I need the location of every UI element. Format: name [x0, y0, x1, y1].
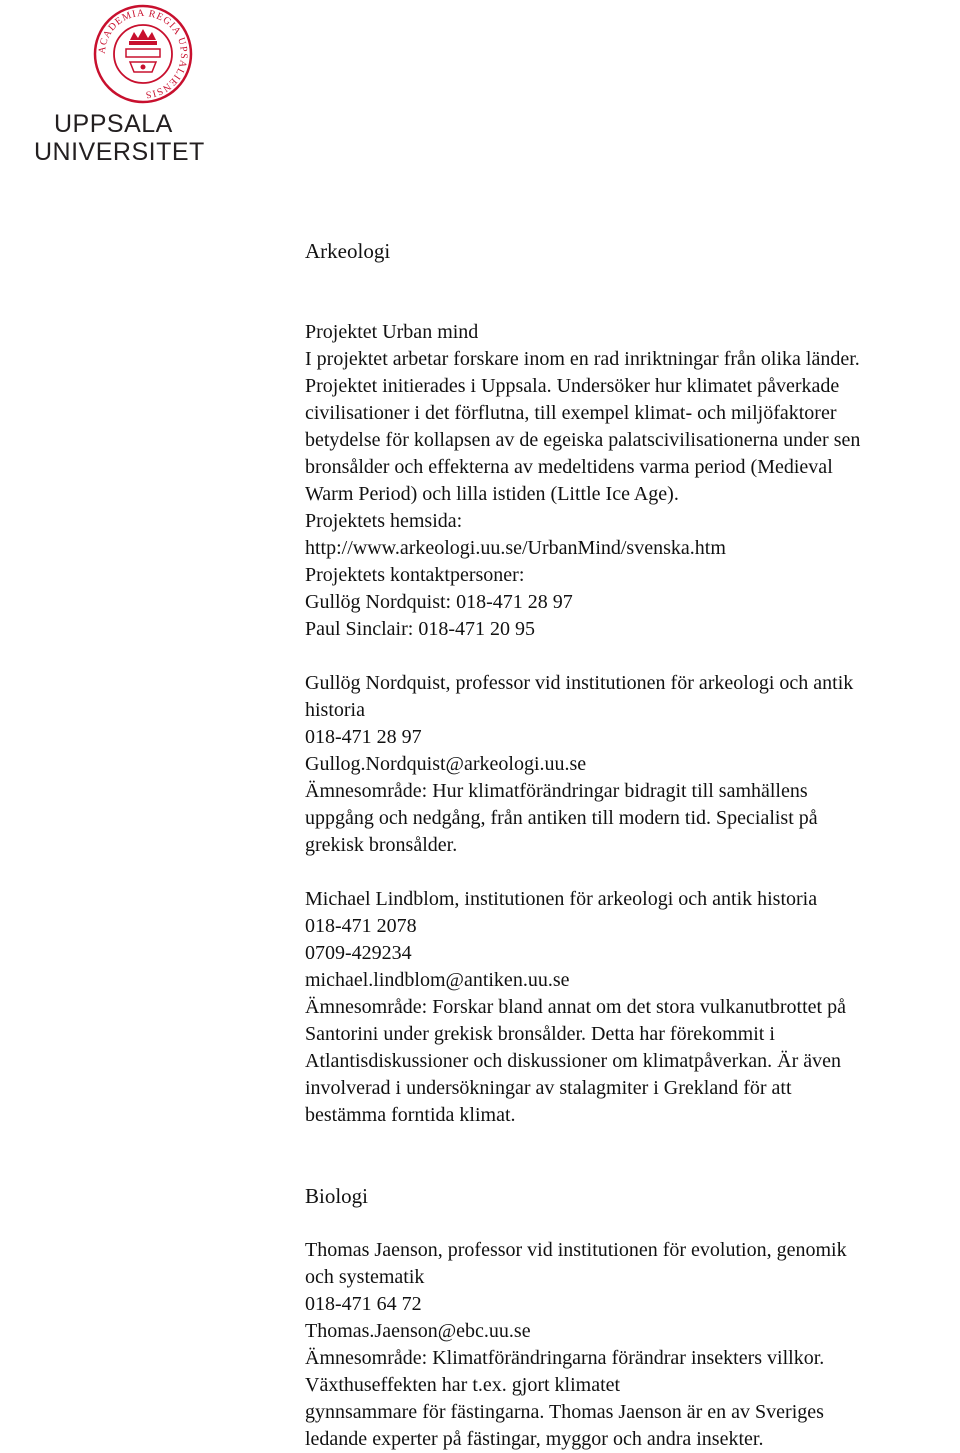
- person-line: uppgång och nedgång, från antiken till modern tid. Specialist på: [305, 807, 818, 829]
- spacer: [305, 265, 955, 292]
- project-line: Projektet initierades i Uppsala. Undersöker hur klimatet påverkade: [305, 375, 840, 397]
- project-line: betydelse för kollapsen av de egeiska palatscivilisationerna under sen: [305, 429, 861, 451]
- project-contact: Paul Sinclair: 018-471 20 95: [305, 618, 535, 640]
- person-line: Thomas Jaenson, professor vid institutionen för evolution, genomik: [305, 1239, 847, 1261]
- project-line: Warm Period) och lilla istiden (Little Ice Age).: [305, 483, 679, 505]
- person-email[interactable]: Gullog.Nordquist@arkeologi.uu.se: [305, 753, 587, 775]
- person-line: gynnsammare för fästingarna. Thomas Jaenson är en av Sveriges: [305, 1401, 824, 1423]
- person-line: involverad i undersökningar av stalagmiter i Grekland för att: [305, 1077, 792, 1099]
- person-line: och systematik: [305, 1266, 425, 1288]
- section-heading-arkeologi: Arkeologi: [305, 239, 391, 263]
- logo-line-universitet: UNIVERSITET: [34, 138, 205, 166]
- person-line: Santorini under grekisk bronsålder. Detta har förekommit i: [305, 1023, 775, 1045]
- document-body: [305, 238, 955, 1453]
- person-line: ledande experter på fästingar, myggor och andra insekter.: [305, 1428, 764, 1450]
- person-phone: 018-471 28 97: [305, 726, 422, 748]
- person-email[interactable]: michael.lindblom@antiken.uu.se: [305, 969, 570, 991]
- project-title: Projektet Urban mind: [305, 321, 479, 343]
- university-seal-icon: [88, 4, 198, 104]
- person-phone: 018-471 64 72: [305, 1293, 422, 1315]
- spacer: [305, 1129, 955, 1183]
- university-logo: [30, 4, 205, 166]
- person-line: historia: [305, 699, 365, 721]
- project-website-label: Projektets hemsida:: [305, 510, 463, 532]
- project-line: civilisationer i det förflutna, till exempel klimat- och miljöfaktorer: [305, 402, 837, 424]
- person-line: Ämnesområde: Hur klimatförändringar bidragit till samhällens: [305, 780, 808, 802]
- seal-text: ACADEMIA REGIA UPSALIENSIS: [96, 7, 190, 101]
- project-line: I projektet arbetar forskare inom en rad inriktningar från olika länder.: [305, 348, 860, 370]
- project-contact: Gullög Nordquist: 018-471 28 97: [305, 591, 573, 613]
- logo-line-uppsala: UPPSALA: [54, 110, 173, 138]
- person-line: Ämnesområde: Klimatförändringarna förändrar insekters villkor.: [305, 1347, 825, 1369]
- project-website-url[interactable]: http://www.arkeologi.uu.se/UrbanMind/svenska.htm: [305, 537, 726, 559]
- person-line: Michael Lindblom, institutionen för arkeologi och antik historia: [305, 888, 818, 910]
- person-phone: 0709-429234: [305, 942, 412, 964]
- project-line: bronsålder och effekterna av medeltidens varma period (Medieval: [305, 456, 833, 478]
- spacer: [305, 643, 955, 670]
- person-line: Växthuseffekten har t.ex. gjort klimatet: [305, 1374, 621, 1396]
- person-line: bestämma forntida klimat.: [305, 1104, 516, 1126]
- spacer: [305, 1210, 955, 1237]
- spacer: [305, 292, 955, 319]
- svg-text:ACADEMIA REGIA UPSALIENSIS: [97, 8, 189, 100]
- person-email[interactable]: Thomas.Jaenson@ebc.uu.se: [305, 1320, 531, 1342]
- spacer: [305, 859, 955, 886]
- person-line: grekisk bronsålder.: [305, 834, 458, 856]
- person-line: Ämnesområde: Forskar bland annat om det stora vulkanutbrottet på: [305, 996, 846, 1018]
- section-heading-biologi: Biologi: [305, 1184, 369, 1208]
- person-line: Atlantisdiskussioner och diskussioner om klimatpåverkan. Är även: [305, 1050, 842, 1072]
- person-line: Gullög Nordquist, professor vid institutionen för arkeologi och antik: [305, 672, 854, 694]
- project-contacts-label: Projektets kontaktpersoner:: [305, 564, 525, 586]
- person-phone: 018-471 2078: [305, 915, 417, 937]
